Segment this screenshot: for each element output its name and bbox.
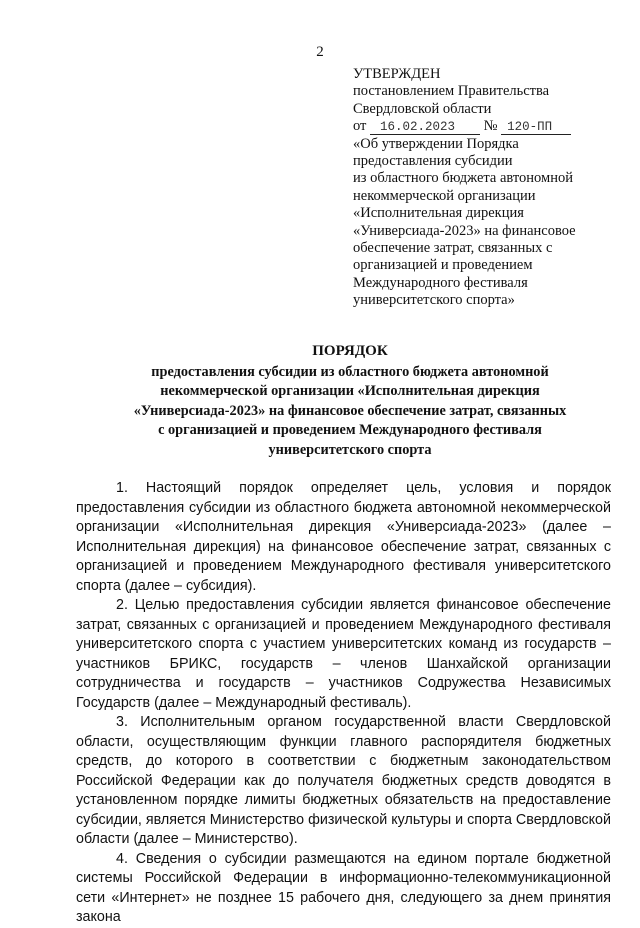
paragraph-2: 2. Целью предоставления субсидии является финансовое обеспечение затрат, связанных с организацией и проведением Международного фестиваля университетского спорта с участием университетских команд из государств – участников БРИКС, государств – членов Шанхайской организации сотрудничества и государств – участников Содружества Независимых Государств (далее – Международный фестиваль). (76, 597, 611, 711)
title-line: «Универсиада-2023» на финансовое обеспечение затрат, связанных (133, 402, 567, 419)
approval-subject-line: предоставления субсидии (353, 153, 513, 170)
paragraph-3: 3. Исполнительным органом государственной власти Свердловской области, осуществляющим функции главного распорядителя бюджетных средств, до которого в соответствии с бюджетным законодательством Российской Федерации как до получателя бюджетных средств доводятся в установленном порядке лимиты бюджетных обязательств на предоставление субсидии, является Министерство физической культуры и спорта Свердловской области (далее – Министерство). (76, 714, 611, 847)
paragraph-1: 1. Настоящий порядок определяет цель, условия и порядок предоставления субсидии из областного бюджета автономной некоммерческой организации «Исполнительная дирекция «Универсиада-2023» (далее – Исполнительная дирекция) на финансовое обеспечение затрат, связанных с организацией и проведением Международного фестиваля университетского спорта (далее – субсидия). (76, 480, 611, 594)
date-prefix: от (353, 118, 367, 135)
document-title (70, 342, 630, 461)
approval-subject-line: Международного фестиваля (353, 274, 528, 291)
approval-date: 16.02.2023 (370, 120, 480, 135)
number-prefix: № (483, 118, 498, 135)
approval-line: Свердловской области (353, 100, 492, 117)
title-line: некоммерческой организации «Исполнительная дирекция (160, 383, 540, 400)
approval-block (353, 66, 623, 310)
title-line: предоставления субсидии из областного бюджета автономной (151, 363, 549, 380)
approval-subject-line: организацией и проведением (353, 257, 533, 274)
approval-subject-line: «Исполнительная дирекция (353, 205, 524, 222)
approval-subject-line: из областного бюджета автономной (353, 170, 573, 187)
title-line: университетского спорта (268, 441, 432, 458)
page-number: 2 (316, 44, 324, 60)
approval-subject-line: «Универсиада-2023» на финансовое (353, 222, 576, 239)
approval-date-line (353, 118, 623, 135)
approval-subject-line: университетского спорта» (353, 292, 515, 309)
approval-subject-line: «Об утверждении Порядка (353, 135, 519, 152)
approval-line: постановлением Правительства (353, 83, 550, 100)
title-heading: ПОРЯДОК (312, 343, 388, 359)
approval-subject-line: некоммерческой организации (353, 187, 536, 204)
document-body (76, 479, 611, 928)
paragraph-4: 4. Сведения о субсидии размещаются на едином портале бюджетной системы Российской Федерации в информационно-телекоммуникационной сети «Интернет» не позднее 15 рабочего дня, следующего за днем принятия закона (76, 850, 611, 925)
title-line: с организацией и проведением Международного фестиваля (158, 422, 542, 439)
approval-subject-line: обеспечение затрат, связанных с (353, 240, 553, 257)
approval-heading: УТВЕРЖДЕН (353, 66, 441, 82)
approval-number: 120-ПП (501, 120, 571, 135)
